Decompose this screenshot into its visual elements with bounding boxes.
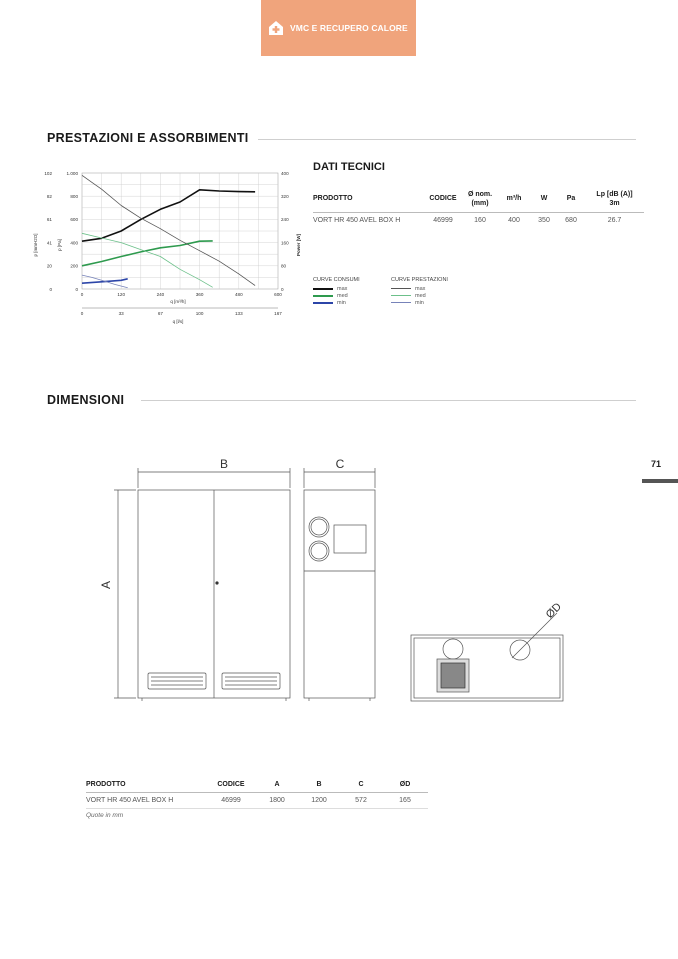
table-row bbox=[313, 212, 644, 228]
legend-consumi bbox=[313, 277, 360, 306]
x-tick-ls: 67 bbox=[157, 311, 163, 316]
cell-diameter: 160 bbox=[474, 216, 486, 224]
legend-item bbox=[313, 285, 360, 292]
x-axis-m3h-label: q [m³/h] bbox=[170, 299, 186, 304]
col-c: C bbox=[340, 778, 382, 792]
unit-technical-drawing bbox=[100, 455, 580, 705]
x-tick-m3h: 240 bbox=[156, 292, 165, 297]
col-d: ØD bbox=[382, 778, 428, 792]
legend-item bbox=[313, 292, 360, 299]
cell-prodotto: VORT HR 450 AVEL BOX H bbox=[86, 792, 206, 808]
y-tick-power: 160 bbox=[281, 240, 289, 246]
house-plus-icon bbox=[267, 19, 285, 37]
units-note: Quote in mm bbox=[86, 812, 124, 819]
x-tick-m3h: 0 bbox=[80, 292, 84, 297]
y-tick-mm: 61 bbox=[46, 217, 52, 223]
legend-label: med bbox=[337, 292, 348, 299]
cell-a: 1800 bbox=[256, 792, 298, 808]
cell-prodotto: VORT HR 450 AVEL BOX H bbox=[313, 216, 401, 224]
label-b: B bbox=[219, 457, 229, 471]
col-power: W bbox=[531, 186, 557, 212]
y-tick-power: 80 bbox=[281, 263, 287, 269]
cell-pressure: 680 bbox=[565, 216, 577, 224]
y-tick-pa: 600 bbox=[70, 217, 78, 223]
legend-prestazioni-title: CURVE PRESTAZIONI bbox=[391, 277, 448, 283]
table-row bbox=[86, 792, 428, 808]
y-tick-mm: 82 bbox=[46, 194, 52, 199]
col-flow: m³/h bbox=[497, 186, 531, 212]
col-pressure: Pa bbox=[557, 186, 585, 212]
cell-noise: 26.7 bbox=[607, 216, 622, 224]
legend-label: max bbox=[415, 285, 426, 292]
legend-prestazioni bbox=[391, 277, 448, 306]
col-diameter bbox=[463, 186, 497, 212]
cell-d: 165 bbox=[382, 792, 428, 808]
y-tick-pa: 400 bbox=[70, 240, 78, 246]
col-noise-line1: Lp [dB (A)] bbox=[596, 190, 633, 198]
legend-item bbox=[391, 299, 448, 306]
dimensions-section-rule bbox=[141, 400, 636, 401]
label-d: ØD bbox=[543, 600, 564, 621]
cell-b: 1200 bbox=[298, 792, 340, 808]
x-tick-m3h: 600 bbox=[274, 292, 282, 297]
y-axis-pa-ticks bbox=[67, 171, 79, 292]
x-tick-m3h: 480 bbox=[234, 292, 243, 297]
col-prodotto: PRODOTTO bbox=[86, 778, 206, 792]
side-view bbox=[304, 468, 375, 701]
col-codice: CODICE bbox=[206, 778, 256, 792]
legend-item bbox=[391, 285, 448, 292]
col-noise-line2: 3m bbox=[609, 199, 620, 207]
col-b: B bbox=[298, 778, 340, 792]
x-axis-ls-ticks bbox=[81, 308, 283, 316]
x-axis-m3h-ticks bbox=[81, 292, 283, 297]
x-tick-ls: 33 bbox=[118, 311, 124, 316]
x-tick-ls: 100 bbox=[195, 311, 204, 316]
performance-chart bbox=[30, 165, 301, 333]
top-view bbox=[411, 613, 563, 701]
tech-data-title: DATI TECNICI bbox=[313, 161, 385, 173]
tech-data-table bbox=[313, 186, 644, 228]
legend-item bbox=[313, 299, 360, 306]
category-badge bbox=[261, 0, 416, 56]
y-axis-power-ticks bbox=[281, 171, 289, 292]
y-tick-power: 240 bbox=[281, 217, 289, 223]
cell-flow: 400 bbox=[508, 216, 520, 224]
x-tick-ls: 0 bbox=[80, 311, 84, 316]
label-c: C bbox=[335, 457, 345, 471]
label-a: A bbox=[99, 580, 113, 590]
x-tick-ls: 133 bbox=[234, 311, 243, 316]
cell-codice: 46999 bbox=[433, 216, 453, 224]
legend-consumi-title: CURVE CONSUMI bbox=[313, 277, 360, 283]
cell-codice: 46999 bbox=[206, 792, 256, 808]
cell-power: 350 bbox=[538, 216, 550, 224]
col-diameter-line1: Ø nom. bbox=[467, 190, 493, 198]
col-codice: CODICE bbox=[423, 186, 463, 212]
chart-grid bbox=[82, 173, 278, 289]
y-tick-pa: 1.000 bbox=[66, 170, 78, 176]
legend-item bbox=[391, 292, 448, 299]
x-tick-m3h: 120 bbox=[117, 292, 126, 297]
y-tick-mm: 20 bbox=[46, 263, 52, 269]
y-axis-pa-label: p [Pa] bbox=[57, 239, 62, 251]
col-diameter-line2: (mm) bbox=[471, 199, 489, 207]
legend-label: max bbox=[337, 285, 348, 292]
front-view bbox=[114, 468, 290, 701]
legend-label: min bbox=[415, 299, 424, 306]
table-header-row bbox=[313, 186, 644, 212]
y-tick-power: 0 bbox=[281, 286, 284, 292]
chart-series bbox=[82, 175, 255, 287]
y-tick-pa: 200 bbox=[70, 263, 78, 269]
x-axis-ls-label: q [l/s] bbox=[172, 319, 184, 324]
y-tick-power: 400 bbox=[281, 170, 289, 176]
y-tick-power: 320 bbox=[281, 194, 289, 199]
table-header-row bbox=[86, 778, 428, 792]
y-axis-mm-label: p [mmH2O] bbox=[33, 233, 38, 257]
page-number: 71 bbox=[651, 459, 662, 469]
col-noise bbox=[585, 186, 644, 212]
y-axis-mm-ticks bbox=[44, 171, 52, 292]
series-curve-prestazioni-min bbox=[82, 275, 128, 288]
y-tick-pa: 800 bbox=[70, 194, 78, 199]
col-prodotto: PRODOTTO bbox=[313, 186, 423, 212]
y-tick-mm: 41 bbox=[46, 240, 52, 246]
legend-label: min bbox=[337, 299, 346, 306]
dimensions-table bbox=[86, 778, 428, 809]
cell-c: 572 bbox=[340, 792, 382, 808]
col-a: A bbox=[256, 778, 298, 792]
performance-section-rule bbox=[258, 139, 636, 140]
page-marker-bar bbox=[642, 479, 678, 483]
category-label: VMC E RECUPERO CALORE bbox=[290, 23, 408, 33]
dimensions-section-title: DIMENSIONI bbox=[47, 393, 125, 407]
y-axis-power-label: Power [W] bbox=[296, 234, 301, 256]
y-tick-pa: 0 bbox=[75, 286, 78, 292]
y-tick-mm: 0 bbox=[49, 286, 52, 292]
x-tick-ls: 167 bbox=[274, 311, 282, 316]
x-tick-m3h: 360 bbox=[195, 292, 204, 297]
legend-label: med bbox=[415, 292, 426, 299]
performance-section-title: PRESTAZIONI E ASSORBIMENTI bbox=[47, 131, 249, 145]
y-tick-mm: 102 bbox=[44, 170, 52, 176]
